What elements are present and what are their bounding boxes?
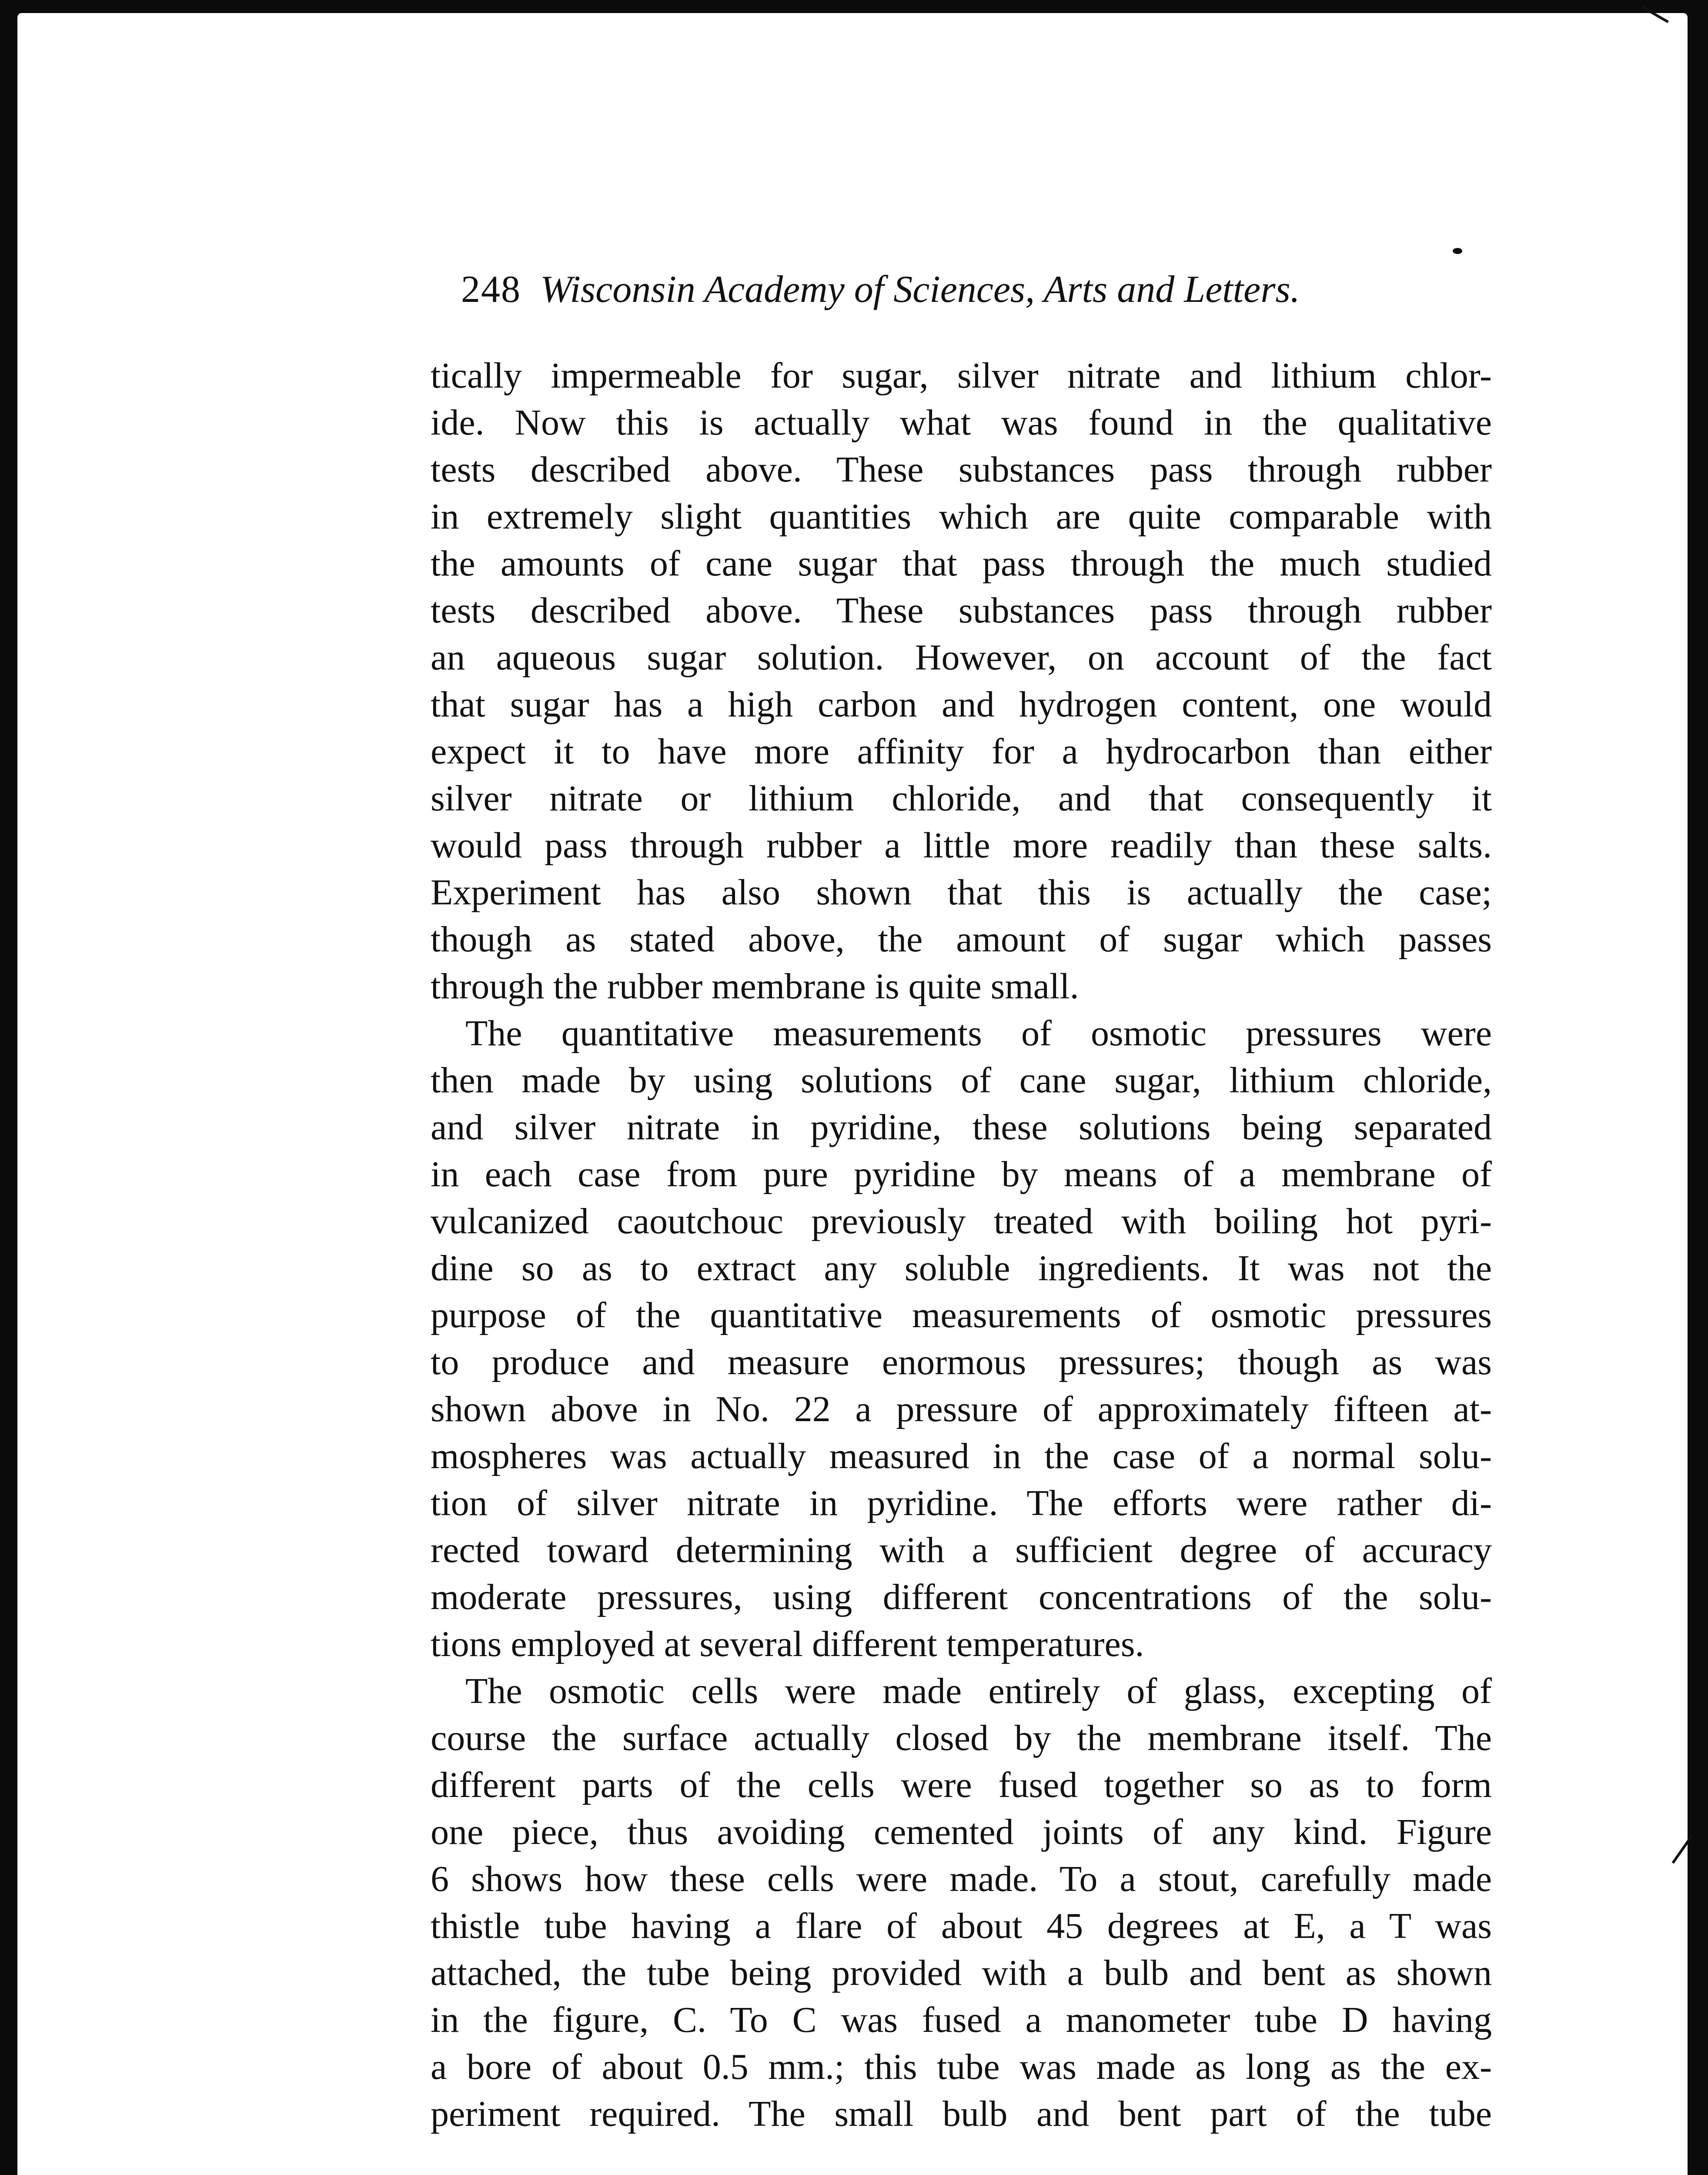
text-line: in the figure, C. To C was fused a manometer tube D having <box>431 2000 1492 2040</box>
text-line: periment required. The small bulb and bent part of the tube <box>431 2094 1492 2134</box>
text-line: rected toward determining with a sufficient degree of accuracy <box>431 1530 1492 1570</box>
ink-dot <box>1453 248 1462 254</box>
paragraph-2 <box>431 1010 1492 1668</box>
text-line: Experiment has also shown that this is actually the case; <box>431 872 1492 913</box>
text-line: expect it to have more affinity for a hydrocarbon than either <box>431 731 1492 772</box>
text-line: through the rubber membrane is quite small. <box>431 966 1079 1007</box>
text-line: in extremely slight quantities which are quite comparable with <box>431 496 1492 537</box>
text-line: and silver nitrate in pyridine, these solutions being separated <box>431 1107 1492 1148</box>
text-line: one piece, thus avoiding cemented joints of any kind. Figure <box>431 1812 1492 1852</box>
text-line: in each case from pure pyridine by means of a membrane of <box>431 1154 1492 1195</box>
text-line: different parts of the cells were fused together so as to form <box>431 1765 1492 1805</box>
text-line: to produce and measure enormous pressures; though as was <box>431 1342 1492 1382</box>
text-line: ide. Now this is actually what was found in the qualitative <box>431 402 1492 443</box>
text-line: mospheres was actually measured in the case of a normal solu- <box>431 1436 1492 1476</box>
text-line: The osmotic cells were made entirely of glass, excepting of <box>465 1671 1492 1711</box>
text-line: course the surface actually closed by the membrane itself. The <box>431 1718 1492 1758</box>
text-line: would pass through rubber a little more readily than these salts. <box>431 825 1492 866</box>
edge-mark-right <box>1672 1834 1694 1864</box>
paragraph-1 <box>431 352 1492 1010</box>
text-line: attached, the tube being provided with a bulb and bent as shown <box>431 1953 1492 1993</box>
paragraph-3 <box>431 1668 1492 2138</box>
corner-mark <box>1641 6 1669 23</box>
text-line: the amounts of cane sugar that pass through the much studied <box>431 543 1492 584</box>
text-line: tions employed at several different temperatures. <box>431 1624 1144 1664</box>
text-line: an aqueous sugar solution. However, on account of the fact <box>431 637 1492 678</box>
text-line: tests described above. These substances pass through rubber <box>431 590 1492 631</box>
text-line: The quantitative measurements of osmotic pressures were <box>465 1013 1492 1054</box>
page-number: 248 <box>461 268 521 311</box>
page-header <box>461 268 1418 328</box>
text-line: that sugar has a high carbon and hydrogen content, one would <box>431 684 1492 725</box>
text-line: 6 shows how these cells were made. To a stout, carefully made <box>431 1859 1492 1899</box>
body-text <box>431 352 1492 2138</box>
text-line: vulcanized caoutchouc previously treated with boiling hot pyri- <box>431 1201 1492 1241</box>
text-line: a bore of about 0.5 mm.; this tube was made as long as the ex- <box>431 2047 1492 2087</box>
running-title: Wisconsin Academy of Sciences, Arts and Letters. <box>540 268 1300 311</box>
text-line: shown above in No. 22 a pressure of approximately fifteen at- <box>431 1389 1492 1429</box>
text-line: silver nitrate or lithium chloride, and that consequently it <box>431 778 1492 819</box>
text-line: tion of silver nitrate in pyridine. The efforts were rather di- <box>431 1483 1492 1523</box>
text-line: purpose of the quantitative measurements of osmotic pressures <box>431 1295 1492 1335</box>
text-line: tically impermeable for sugar, silver nitrate and lithium chlor- <box>431 355 1492 396</box>
text-line: then made by using solutions of cane sugar, lithium chloride, <box>431 1060 1492 1101</box>
text-line: tests described above. These substances pass through rubber <box>431 449 1492 490</box>
text-line: though as stated above, the amount of sugar which passes <box>431 919 1492 960</box>
text-line: moderate pressures, using different concentrations of the solu- <box>431 1577 1492 1617</box>
text-line: thistle tube having a flare of about 45 degrees at E, a T was <box>431 1906 1492 1946</box>
text-line: dine so as to extract any soluble ingredients. It was not the <box>431 1248 1492 1288</box>
